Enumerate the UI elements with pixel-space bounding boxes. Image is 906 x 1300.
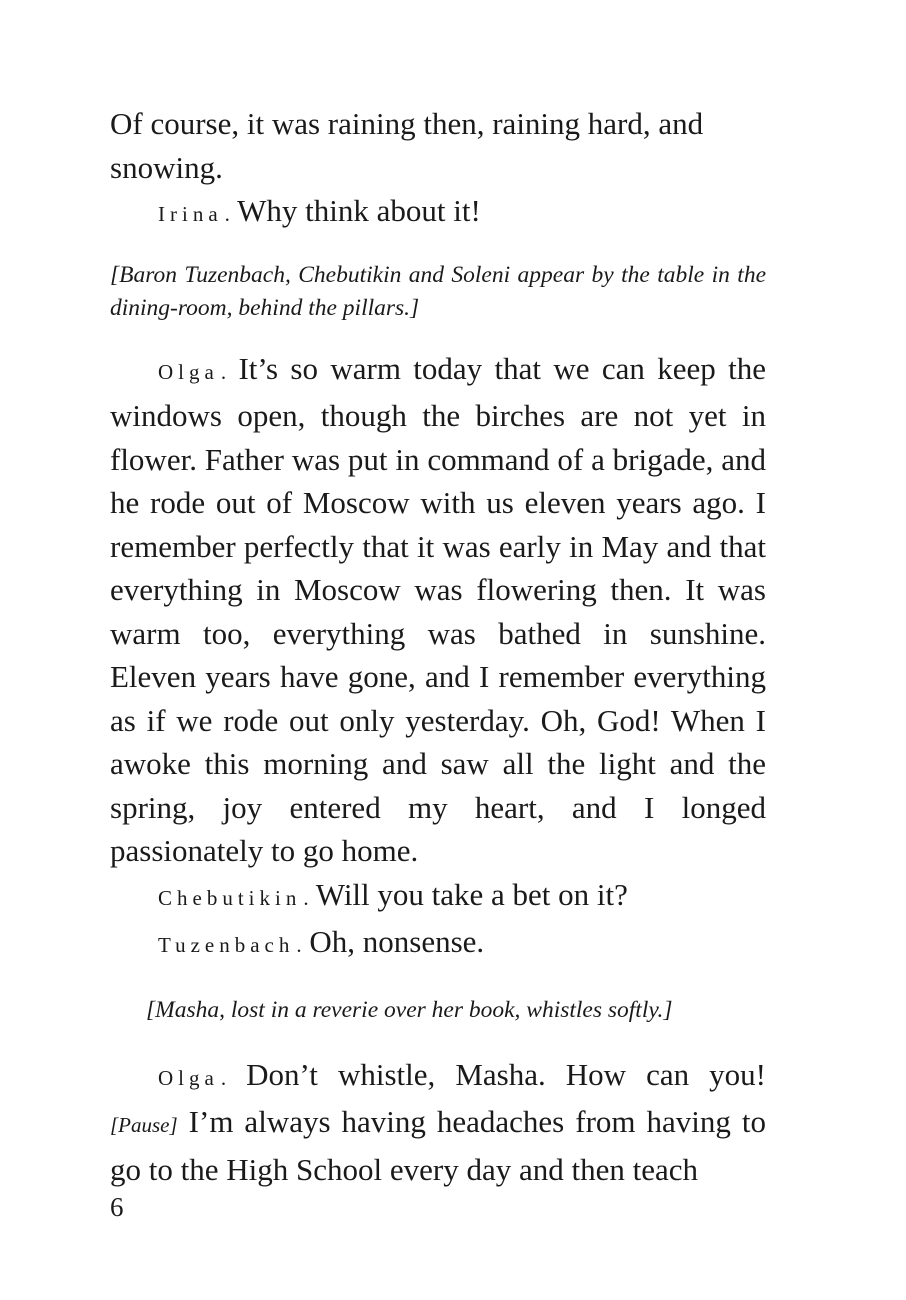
dialogue-olga (110, 347, 766, 873)
stage-direction (110, 994, 766, 1027)
speaker-separator: . (296, 933, 302, 957)
speaker-name: Olga (158, 359, 219, 384)
dialogue-tuzenbach (110, 920, 766, 968)
stage-direction (110, 259, 766, 325)
dialogue-text-continued: I’m always having headaches from having to go to the High School every day and then teach (110, 1104, 766, 1187)
speaker-name: Olga (158, 1065, 219, 1090)
inline-stage-direction: [Pause] (110, 1113, 178, 1137)
stage-direction-text: [Baron Tuzenbach, Chebutikin and Soleni appear by the table in the dining-room, behind the pillars.] (110, 261, 766, 321)
speaker-name: Tuzenbach (158, 933, 295, 957)
page-body (110, 102, 766, 1191)
dialogue-chebutikin (110, 873, 766, 921)
dialogue-text: Will you take a bet on it? (315, 876, 628, 912)
dialogue-olga (110, 1053, 766, 1192)
speaker-name: Irina (158, 202, 223, 226)
speaker-separator: . (220, 359, 227, 384)
dialogue-text: It’s so warm today that we can keep the windows open, though the birches are not yet in flower. Father was put in command of a brigade, and he rode out of Moscow with us eleven years ago. I remember perfectly that it was early in May and that everything in Moscow was flowering then. It was warm too, everything was bathed in sunshine. Eleven years have gone, and I remember everything as if we rode out only yesterday. Oh, God! When I awoke this morning and saw all the light and the spring, joy entered my heart, and I longed passionately to go home. (110, 350, 767, 868)
stage-direction-text: [Masha, lost in a reverie over her book, whistles softly.] (146, 996, 673, 1023)
speaker-name: Chebutikin (158, 885, 302, 910)
paragraph-text: Of course, it was raining then, raining hard, and snowing. (110, 106, 704, 185)
dialogue-irina (110, 189, 766, 237)
paragraph-continuation (110, 102, 766, 189)
speaker-separator: . (303, 885, 309, 910)
dialogue-text: Oh, nonsense. (309, 924, 485, 959)
speaker-separator: . (220, 1065, 227, 1090)
page-number: 6 (110, 1192, 124, 1222)
speaker-separator: . (224, 202, 230, 226)
dialogue-text: Don’t whistle, Masha. How can you! (246, 1056, 767, 1092)
dialogue-text: Why think about it! (237, 193, 481, 228)
